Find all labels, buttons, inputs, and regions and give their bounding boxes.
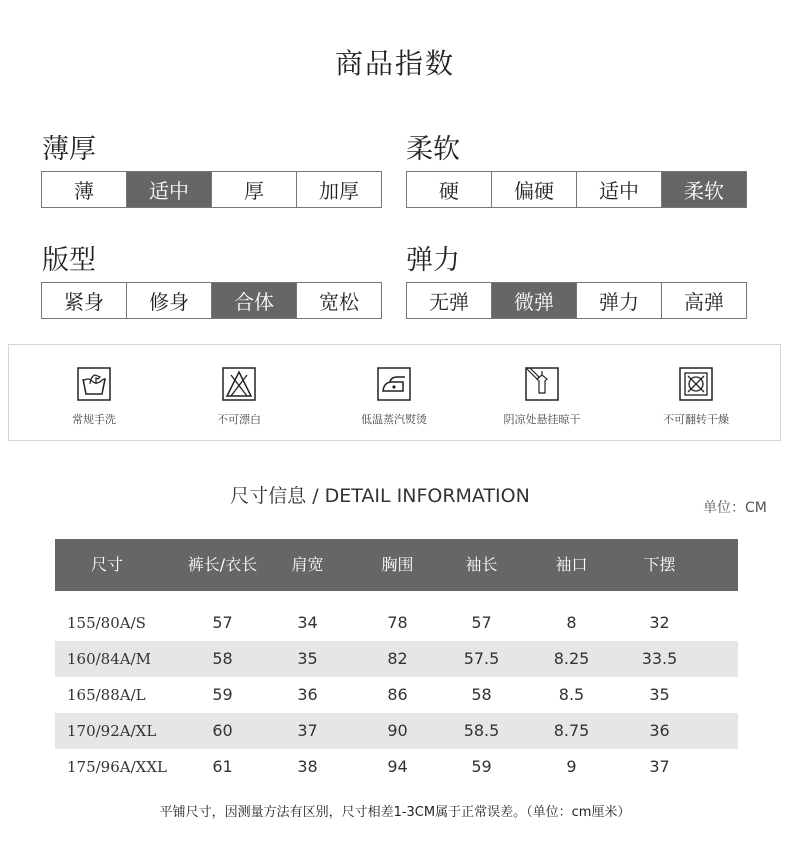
cell-shoulder: 35 [297, 649, 318, 668]
elasticity-option: 弹力 [576, 283, 661, 318]
care-label: 常规手洗 [72, 413, 116, 426]
cell-hem: 36 [649, 721, 670, 740]
header-size: 尺寸 [90, 555, 123, 574]
cell-sleeve-length: 58.5 [463, 721, 500, 740]
care-label: 阴凉处悬挂晾干 [503, 413, 581, 426]
line-dry-shade-icon [525, 367, 559, 401]
cell-sleeve-length: 57.5 [463, 649, 500, 668]
header-chest: 胸围 [381, 555, 414, 574]
cell-size: 165/88A/L [67, 686, 146, 704]
elasticity-option: 微弹 [491, 283, 576, 318]
no-bleach-icon [222, 367, 256, 401]
cell-cuff: 8.5 [558, 685, 585, 704]
softness-scale [406, 171, 747, 208]
fit-option: 合体 [211, 283, 296, 318]
softness-option: 偏硬 [491, 172, 576, 207]
cell-cuff: 9 [566, 757, 577, 776]
cell-length: 61 [212, 757, 233, 776]
cell-cuff: 8 [566, 613, 577, 632]
thickness-option: 厚 [211, 172, 296, 207]
cell-size: 160/84A/M [67, 650, 152, 668]
elasticity-option: 高弹 [661, 283, 746, 318]
care-item [334, 367, 454, 427]
softness-option: 硬 [439, 179, 459, 203]
cell-cuff: 8.25 [553, 649, 590, 668]
softness-option: 适中 [576, 172, 661, 207]
cell-chest: 94 [387, 757, 408, 776]
elasticity-option: 无弹 [429, 290, 469, 314]
softness-label: 柔软 [406, 134, 460, 165]
care-item [636, 367, 756, 427]
cell-length: 58 [212, 649, 233, 668]
table-row [55, 605, 738, 641]
thickness-label: 薄厚 [42, 134, 96, 165]
table-row [55, 713, 738, 749]
fit-scale [41, 282, 382, 319]
thickness-option: 加厚 [296, 172, 381, 207]
hand-wash-icon [77, 367, 111, 401]
thickness-scale [41, 171, 382, 208]
cell-chest: 90 [387, 721, 408, 740]
care-label: 不可漂白 [217, 413, 261, 426]
unit-label: 单位：CM [703, 500, 767, 516]
care-item [34, 367, 154, 427]
thickness-option: 薄 [74, 179, 94, 203]
care-item [482, 367, 602, 427]
cell-shoulder: 38 [297, 757, 318, 776]
fit-label: 版型 [42, 245, 96, 276]
cell-sleeve-length: 59 [471, 757, 492, 776]
cell-hem: 37 [649, 757, 670, 776]
care-instructions [8, 344, 781, 441]
cell-shoulder: 34 [297, 613, 318, 632]
table-row [55, 677, 738, 713]
cell-cuff: 8.75 [553, 721, 590, 740]
measurement-note: 平铺尺寸，因测量方法有区别，尺寸相差1-3CM属于正常误差。（单位：cm厘米） [159, 805, 631, 820]
cell-chest: 78 [387, 613, 408, 632]
cell-hem: 32 [649, 613, 670, 632]
table-header [55, 539, 738, 591]
elasticity-label: 弹力 [406, 245, 460, 276]
table-row [55, 749, 738, 785]
page-title: 商品指数 [334, 47, 455, 80]
cell-chest: 86 [387, 685, 408, 704]
care-label: 低温蒸汽熨烫 [361, 413, 427, 426]
care-label: 不可翻转干燥 [663, 413, 729, 426]
cell-sleeve-length: 58 [471, 685, 492, 704]
detail-title: 尺寸信息 / DETAIL INFORMATION [230, 485, 530, 507]
cell-hem: 33.5 [641, 649, 678, 668]
thickness-option: 适中 [126, 172, 211, 207]
header-hem: 下摆 [643, 555, 676, 574]
header-shoulder: 肩宽 [291, 555, 324, 574]
cell-shoulder: 36 [297, 685, 318, 704]
care-item [179, 367, 299, 427]
header-length: 裤长/衣长 [187, 555, 258, 574]
header-sleeve-length: 袖长 [465, 555, 498, 574]
cell-length: 57 [212, 613, 233, 632]
elasticity-scale [406, 282, 747, 319]
cell-size: 175/96A/XXL [67, 758, 167, 776]
cell-size: 170/92A/XL [67, 722, 157, 740]
fit-option: 宽松 [296, 283, 381, 318]
cell-size: 155/80A/S [67, 614, 146, 632]
cell-length: 59 [212, 685, 233, 704]
cell-chest: 82 [387, 649, 408, 668]
cell-length: 60 [212, 721, 233, 740]
fit-option: 紧身 [64, 290, 104, 314]
header-cuff: 袖口 [555, 555, 588, 574]
low-iron-icon [377, 367, 411, 401]
cell-hem: 35 [649, 685, 670, 704]
cell-sleeve-length: 57 [471, 613, 492, 632]
fit-option: 修身 [126, 283, 211, 318]
cell-shoulder: 37 [297, 721, 318, 740]
table-row [55, 641, 738, 677]
softness-option: 柔软 [661, 172, 746, 207]
no-tumble-dry-icon [679, 367, 713, 401]
